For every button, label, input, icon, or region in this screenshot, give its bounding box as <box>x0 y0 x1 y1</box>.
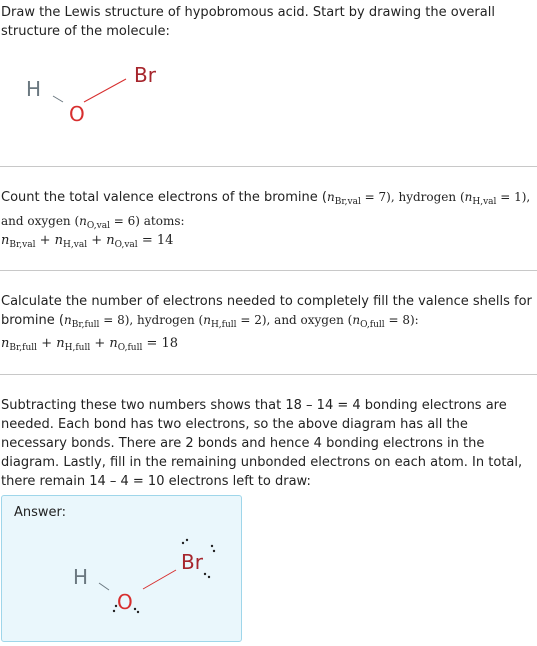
divider-1 <box>0 166 537 167</box>
br-lone-pair-dot <box>213 550 215 552</box>
atom-h: H <box>73 565 89 589</box>
valence-count-text: Count the total valence electrons of the bromine $(n_{Br,val} = 7)$, hydrogen $(n_{H,val} = 1)$, and oxygen $(n_{O,val} = 6)$ atoms: <box>1 190 531 231</box>
o-br-bond <box>143 570 176 589</box>
lewis-structure-diagram <box>2 496 242 643</box>
molecule-skeleton-diagram <box>0 55 240 135</box>
divider-3 <box>0 374 537 375</box>
br-lone-pair-dot <box>186 539 188 541</box>
h-o-bond-h-half <box>99 583 109 590</box>
intro-text: Draw the Lewis structure of hypobromous acid. Start by drawing the overall structure of the molecule: <box>1 5 495 39</box>
divider-2 <box>0 270 537 271</box>
atom-o: O <box>117 590 133 614</box>
atom-h: H <box>26 77 42 101</box>
br-lone-pair-dot <box>182 542 184 544</box>
answer-box <box>1 495 242 642</box>
answer-label: Answer: <box>14 505 67 520</box>
br-lone-pair-dot <box>208 576 210 578</box>
atom-br: Br <box>134 63 156 87</box>
o-lone-pair-dot <box>115 605 117 607</box>
h-o-bond-h-half <box>53 96 63 102</box>
atom-o: O <box>69 102 85 126</box>
o-lone-pair-dot <box>134 608 136 610</box>
o-br-bond <box>84 79 126 102</box>
o-lone-pair-dot <box>113 610 115 612</box>
br-lone-pair-dot <box>204 573 206 575</box>
atom-br: Br <box>181 550 203 574</box>
o-lone-pair-dot <box>137 611 139 613</box>
full-shell-text: Calculate the number of electrons needed to completely fill the valence shells for bromine $(n_{Br,full} = 8)$, hydrogen $(n_{H,full} = 2)$, and oxygen $(n_{O,full} = 8)$: <box>1 294 532 330</box>
bonding-explanation-text: Subtracting these two numbers shows that 18 – 14 = 4 bonding electrons are needed. Each bond has two electrons, so the above diagram has all the necessary bonds. There are 2 bonds and hence 4 bonding electrons in the diagram. Lastly, fill in the remaining unbonded electrons on each atom. In total, there remain 14 – 4 = 10 electrons left to draw: <box>1 398 523 489</box>
valence-sum-equation: $n_{Br,val} + n_{H,val} + n_{O,val} = 14$ <box>1 233 174 250</box>
br-lone-pair-dot <box>211 545 213 547</box>
full-shell-sum-equation: $n_{Br,full} + n_{H,full} + n_{O,full} = 18$ <box>1 336 179 353</box>
